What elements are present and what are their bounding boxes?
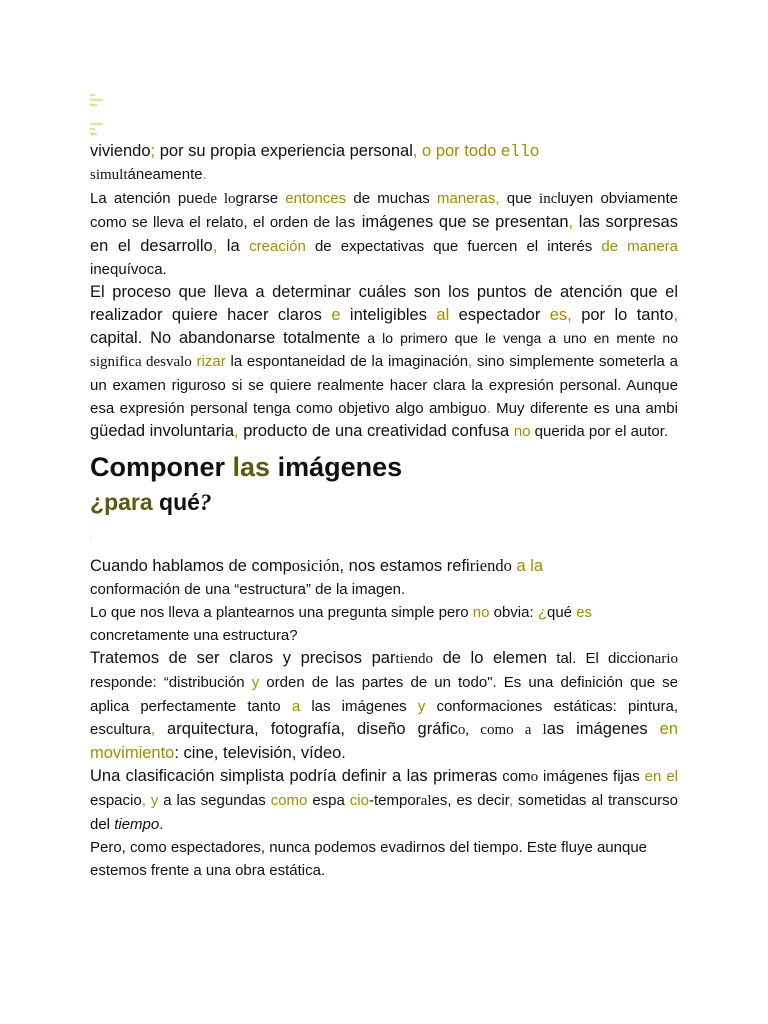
tiny-text-block-top (90, 92, 103, 107)
tiny-line: imagen (90, 97, 104, 102)
tiny-line: sin (90, 126, 96, 131)
paragraph-3: El proceso que lleva a determinar cuáles son los puntos de atención que el realizador quiere hacer claros e inteligibles al espectador es, por lo tanto, capital. No abandonarse totalmente a lo primero que le venga a uno en mente no significa desvalo rizar la espontaneidad de la imaginación, sino simplemente someterla a un examen riguroso si se quiere realmente hacer clara la expresión personal. Aunque esa expresión personal tenga como objetivo algo ambiguo. Muy diferente es una ambi güedad involuntaria, producto de una creatividad confusa no querida por el autor. (90, 283, 679, 440)
tiny-line: imagen (90, 121, 104, 126)
paragraph-6: Tratemos de ser claros y precisos partiendo de lo elemen tal. El diccionario responde: “distribución y orden de las partes de un todo". Es una definición que se aplica perfectamente tanto a las imágenes y conformaciones estáticas: pintura, escultura, arquitectura, fotografía, diseño gráfico, como a las imágenes en movimiento: cine, televisión, vídeo. (90, 649, 679, 762)
paragraph-7: Una clasificación simplista podría definir a las primeras como imágenes fijas en el espacio, y a las segundas como espa cio-temporales, es decir, sometidas al transcurso del tiempo. (90, 767, 679, 833)
paragraph-8: Pero, como espectadores, nunca podemos evadirnos del tiempo. Este fluye aunque estemos frente a una obra estática. (90, 839, 648, 879)
tiny-line: fijas (90, 131, 98, 136)
document-body (90, 140, 678, 882)
tiny-line: fijas (90, 102, 98, 107)
decorative-marks: : ¨ ¦ (90, 524, 92, 539)
paragraph-4: Cuando hablamos de composición, nos estamos refiriendo a la conformación de una “estructura” de la imagen. (90, 556, 544, 598)
tiny-text-block-bottom (90, 121, 103, 136)
paragraph-2: La atención puede lograrse entonces de muchas maneras, que incluyen obviamente como se lleva el relato, el orden de las imágenes que se presentan, las sorpresas en el desarrollo, la creación de expectativas que fuercen el interés de manera inequívoca. (90, 190, 679, 278)
paragraph-1: viviendo; por su propia experiencia personal, o por todo ello simultáneamente. (90, 142, 540, 183)
section-heading: Componer las imágenes (90, 452, 403, 482)
section-subheading: ¿para qué? (90, 489, 212, 515)
paragraph-5: Lo que nos lleva a plantearnos una pregunta simple pero no obvia: ¿qué es concretamente una estructura? (90, 604, 593, 644)
tiny-line: sin (90, 92, 96, 97)
